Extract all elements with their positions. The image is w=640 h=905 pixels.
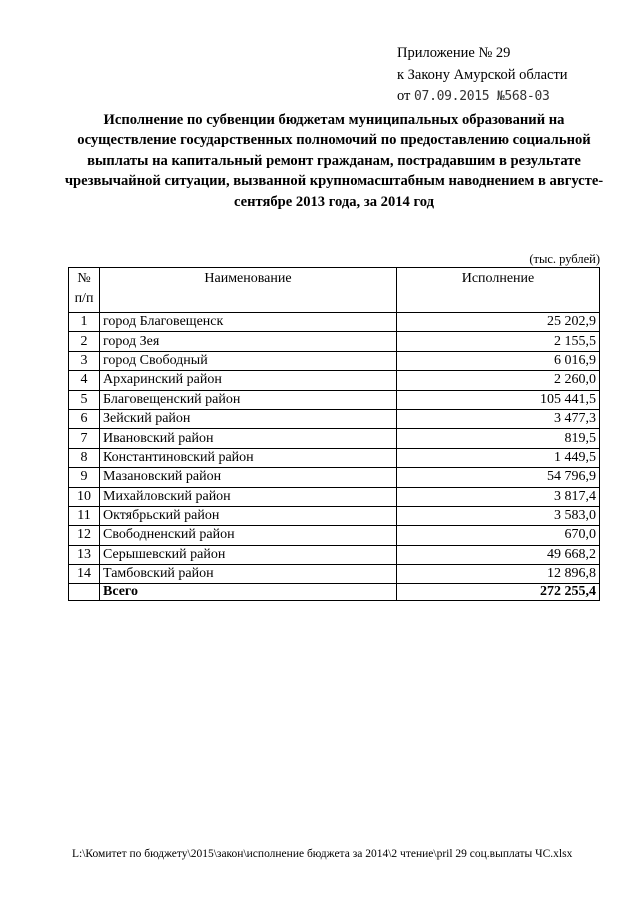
- row-name: Зейский район: [100, 409, 397, 428]
- total-value: 272 255,4: [397, 584, 600, 601]
- appendix-number: Приложение № 29: [397, 45, 511, 61]
- table-row: [69, 351, 600, 370]
- header-number-abbrev: п/п: [74, 291, 94, 306]
- row-value: 54 796,9: [397, 468, 600, 487]
- units-label: (тыс. рублей): [529, 252, 600, 266]
- table-row: [69, 506, 600, 525]
- table-row: [69, 448, 600, 467]
- row-name: Архаринский район: [100, 371, 397, 390]
- row-number: 6: [69, 409, 100, 428]
- row-value: 3 583,0: [397, 506, 600, 525]
- header-number: [69, 268, 100, 313]
- row-value: 670,0: [397, 526, 600, 545]
- row-value: 3 817,4: [397, 487, 600, 506]
- appendix-date-line: [397, 86, 568, 108]
- appendix-law: к Закону Амурской области: [397, 66, 568, 83]
- execution-table: [68, 267, 600, 601]
- row-value: 2 260,0: [397, 371, 600, 390]
- header-name: Наименование: [100, 268, 397, 313]
- table-row: [69, 313, 600, 332]
- row-name: город Благовещенск: [100, 313, 397, 332]
- row-name: Октябрьский район: [100, 506, 397, 525]
- row-value: 1 449,5: [397, 448, 600, 467]
- row-number: 1: [69, 313, 100, 332]
- row-value: 25 202,9: [397, 313, 600, 332]
- table-row: [69, 371, 600, 390]
- row-name: Свободненский район: [100, 526, 397, 545]
- row-number: 9: [69, 468, 100, 487]
- file-path-footer: L:\Комитет по бюджету\2015\закон\исполнение бюджета за 2014\2 чтение\pril 29 соц.выплаты ЧС.xlsx: [72, 848, 573, 860]
- appendix-date: 07.09.2015 №568-03: [414, 89, 550, 104]
- row-name: Благовещенский район: [100, 390, 397, 409]
- row-name: Ивановский район: [100, 429, 397, 448]
- table-row: [69, 390, 600, 409]
- appendix-header: [397, 43, 568, 108]
- row-value: 3 477,3: [397, 409, 600, 428]
- header-value: Исполнение: [397, 268, 600, 313]
- row-number: 2: [69, 332, 100, 351]
- row-name: Тамбовский район: [100, 565, 397, 584]
- row-number: 13: [69, 545, 100, 564]
- row-name: Мазановский район: [100, 468, 397, 487]
- row-number: 14: [69, 565, 100, 584]
- table-row: [69, 526, 600, 545]
- row-number: 11: [69, 506, 100, 525]
- total-label: Всего: [100, 584, 397, 601]
- row-value: 105 441,5: [397, 390, 600, 409]
- table-row: [69, 429, 600, 448]
- table-row: [69, 468, 600, 487]
- table-row: [69, 332, 600, 351]
- row-number: 3: [69, 351, 100, 370]
- row-value: 6 016,9: [397, 351, 600, 370]
- table-row: [69, 409, 600, 428]
- row-value: 12 896,8: [397, 565, 600, 584]
- row-name: Серышевский район: [100, 545, 397, 564]
- row-number: 5: [69, 390, 100, 409]
- row-number: 8: [69, 448, 100, 467]
- row-number: 7: [69, 429, 100, 448]
- row-value: 2 155,5: [397, 332, 600, 351]
- row-number: 10: [69, 487, 100, 506]
- total-number-cell: [69, 584, 100, 601]
- header-number-symbol: №: [77, 271, 91, 286]
- table-row: [69, 487, 600, 506]
- table-row: [69, 565, 600, 584]
- row-number: 12: [69, 526, 100, 545]
- row-number: 4: [69, 371, 100, 390]
- row-name: Константиновский район: [100, 448, 397, 467]
- table-total-row: [69, 584, 600, 601]
- document-title: Исполнение по субвенции бюджетам муниципальных образований на осуществление государственных полномочий по предоставлению социальной выплаты на капитальный ремонт гражданам, пострадавшим в результате чрезвычайной ситуации, вызванной крупномасштабным наводнением в августе-сентябре 2013 года, за 2014 год: [64, 112, 604, 210]
- table-header-row: [69, 268, 600, 313]
- row-name: город Зея: [100, 332, 397, 351]
- row-name: Михайловский район: [100, 487, 397, 506]
- row-value: 49 668,2: [397, 545, 600, 564]
- row-value: 819,5: [397, 429, 600, 448]
- table-row: [69, 545, 600, 564]
- appendix-date-prefix: от: [397, 88, 411, 104]
- row-name: город Свободный: [100, 351, 397, 370]
